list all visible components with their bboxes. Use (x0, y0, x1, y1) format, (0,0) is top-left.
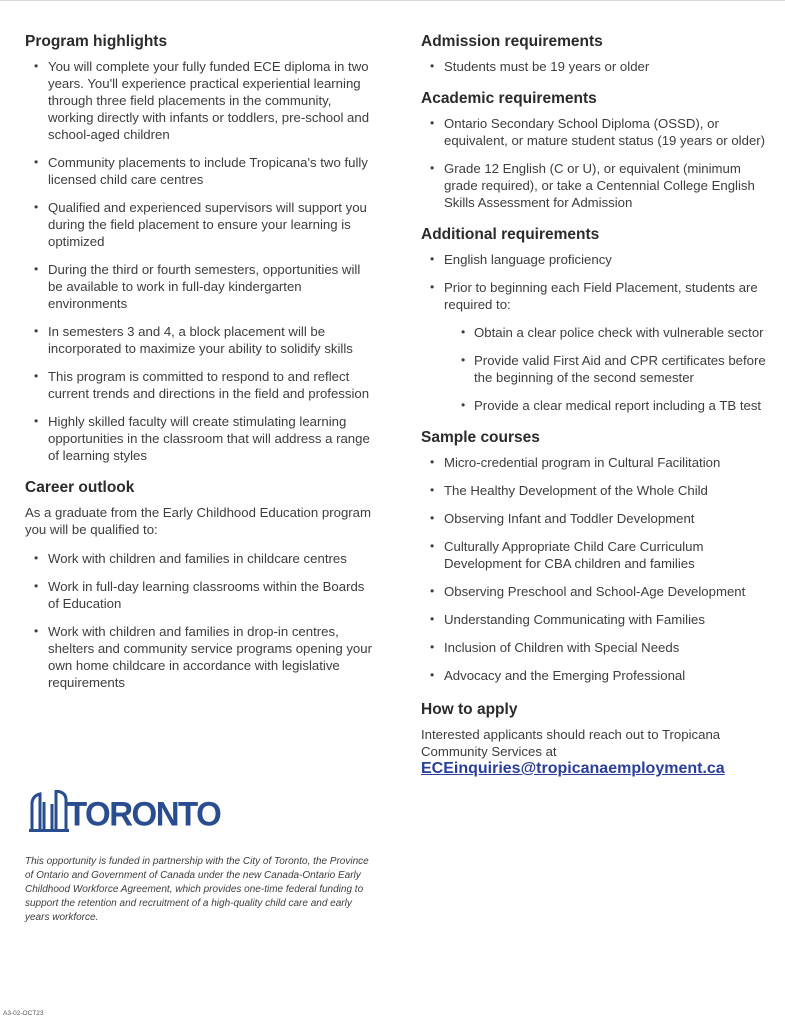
list-item: • Grade 12 English (C or U), or equivalent (minimum grade required), or take a Centennial College English Skills Assessment for Admission (421, 160, 771, 211)
list-item: • Advocacy and the Emerging Professional (421, 667, 771, 684)
right-column (421, 32, 771, 778)
funding-note: This opportunity is funded in partnership with the City of Toronto, the Province of Ontario and Government of Canada under the new Canada-Ontario Early Childhood Workforce Agreement, which provides one-time federal funding to support the retention and recruitment of a high-quality child care and early years workforce. (25, 856, 369, 923)
academic-section (421, 89, 771, 211)
list-item: • During the third or fourth semesters, opportunities will be available to work in full-day kindergarten environments (25, 261, 375, 312)
list-item: • Micro-credential program in Cultural Facilitation (421, 454, 771, 471)
program-highlights-section (25, 32, 375, 464)
program-highlights-heading: Program highlights (25, 33, 168, 50)
additional-heading: Additional requirements (421, 226, 600, 243)
list-item: • Qualified and experienced supervisors will support you during the field placement to ensure your learning is optimized (25, 199, 375, 250)
list-item: • Community placements to include Tropicana's two fully licensed child care centres (25, 154, 375, 188)
additional-section (421, 225, 771, 414)
career-outlook-list (25, 550, 375, 691)
additional-list (421, 251, 771, 313)
academic-heading: Academic requirements (421, 90, 597, 107)
list-item: • Highly skilled faculty will create stimulating learning opportunities in the classroom that will address a range of learning styles (25, 413, 375, 464)
admission-section (421, 32, 771, 75)
sub-list-item: • Obtain a clear police check with vulnerable sector (421, 324, 771, 341)
list-item: • Work with children and families in childcare centres (25, 550, 375, 567)
how-to-apply-heading: How to apply (421, 701, 518, 718)
list-item: • You will complete your fully funded ECE diploma in two years. You'll experience practical experiential learning through three field placements in the community, working directly with infants or toddlers, pre-school and school-aged children (25, 58, 375, 143)
academic-list (421, 115, 771, 211)
list-item: • Understanding Communicating with Families (421, 611, 771, 628)
logo-wordmark: TORONTO (67, 794, 221, 833)
list-item: • This program is committed to respond to and reflect current trends and directions in the field and profession (25, 368, 375, 402)
additional-sub-list (421, 324, 771, 414)
list-item: • Observing Preschool and School-Age Development (421, 583, 771, 600)
career-outlook-section (25, 478, 375, 691)
contact-email-link[interactable]: ECEinquiries@tropicanaemployment.ca (421, 760, 725, 777)
career-outlook-heading: Career outlook (25, 479, 135, 496)
how-to-apply-section (421, 700, 771, 778)
career-outlook-intro: As a graduate from the Early Childhood Education program you will be qualified to: (25, 505, 371, 537)
left-column (25, 32, 375, 702)
list-item: • In semesters 3 and 4, a block placement will be incorporated to maximize your ability to solidify skills (25, 323, 375, 357)
top-divider (0, 0, 785, 1)
list-item: • Observing Infant and Toddler Development (421, 510, 771, 527)
toronto-logo (29, 790, 221, 836)
list-item: • Ontario Secondary School Diploma (OSSD), or equivalent, or mature student status (19 years or older) (421, 115, 771, 149)
sample-courses-section (421, 428, 771, 684)
list-item: • Culturally Appropriate Child Care Curriculum Development for CBA children and families (421, 538, 771, 572)
sub-list-item: • Provide valid First Aid and CPR certificates before the beginning of the second semester (421, 352, 771, 386)
city-hall-icon (29, 790, 69, 832)
sample-courses-list (421, 454, 771, 684)
list-item: • Work with children and families in drop-in centres, shelters and community service programs opening your own home childcare in accordance with legislative requirements (25, 623, 375, 691)
list-item: • Students must be 19 years or older (421, 58, 771, 75)
list-item: • Inclusion of Children with Special Needs (421, 639, 771, 656)
list-item: • English language proficiency (421, 251, 771, 268)
sample-courses-heading: Sample courses (421, 429, 540, 446)
document-code: A3-02-OCT23 (3, 1010, 44, 1017)
list-item: • The Healthy Development of the Whole Child (421, 482, 771, 499)
how-to-apply-text: Interested applicants should reach out to Tropicana Community Services at (421, 727, 721, 759)
list-item: • Prior to beginning each Field Placement, students are required to: (421, 279, 771, 313)
sub-list-item: • Provide a clear medical report including a TB test (421, 397, 771, 414)
admission-heading: Admission requirements (421, 33, 603, 50)
program-highlights-list (25, 58, 375, 464)
admission-list (421, 58, 771, 75)
list-item: • Work in full-day learning classrooms within the Boards of Education (25, 578, 375, 612)
